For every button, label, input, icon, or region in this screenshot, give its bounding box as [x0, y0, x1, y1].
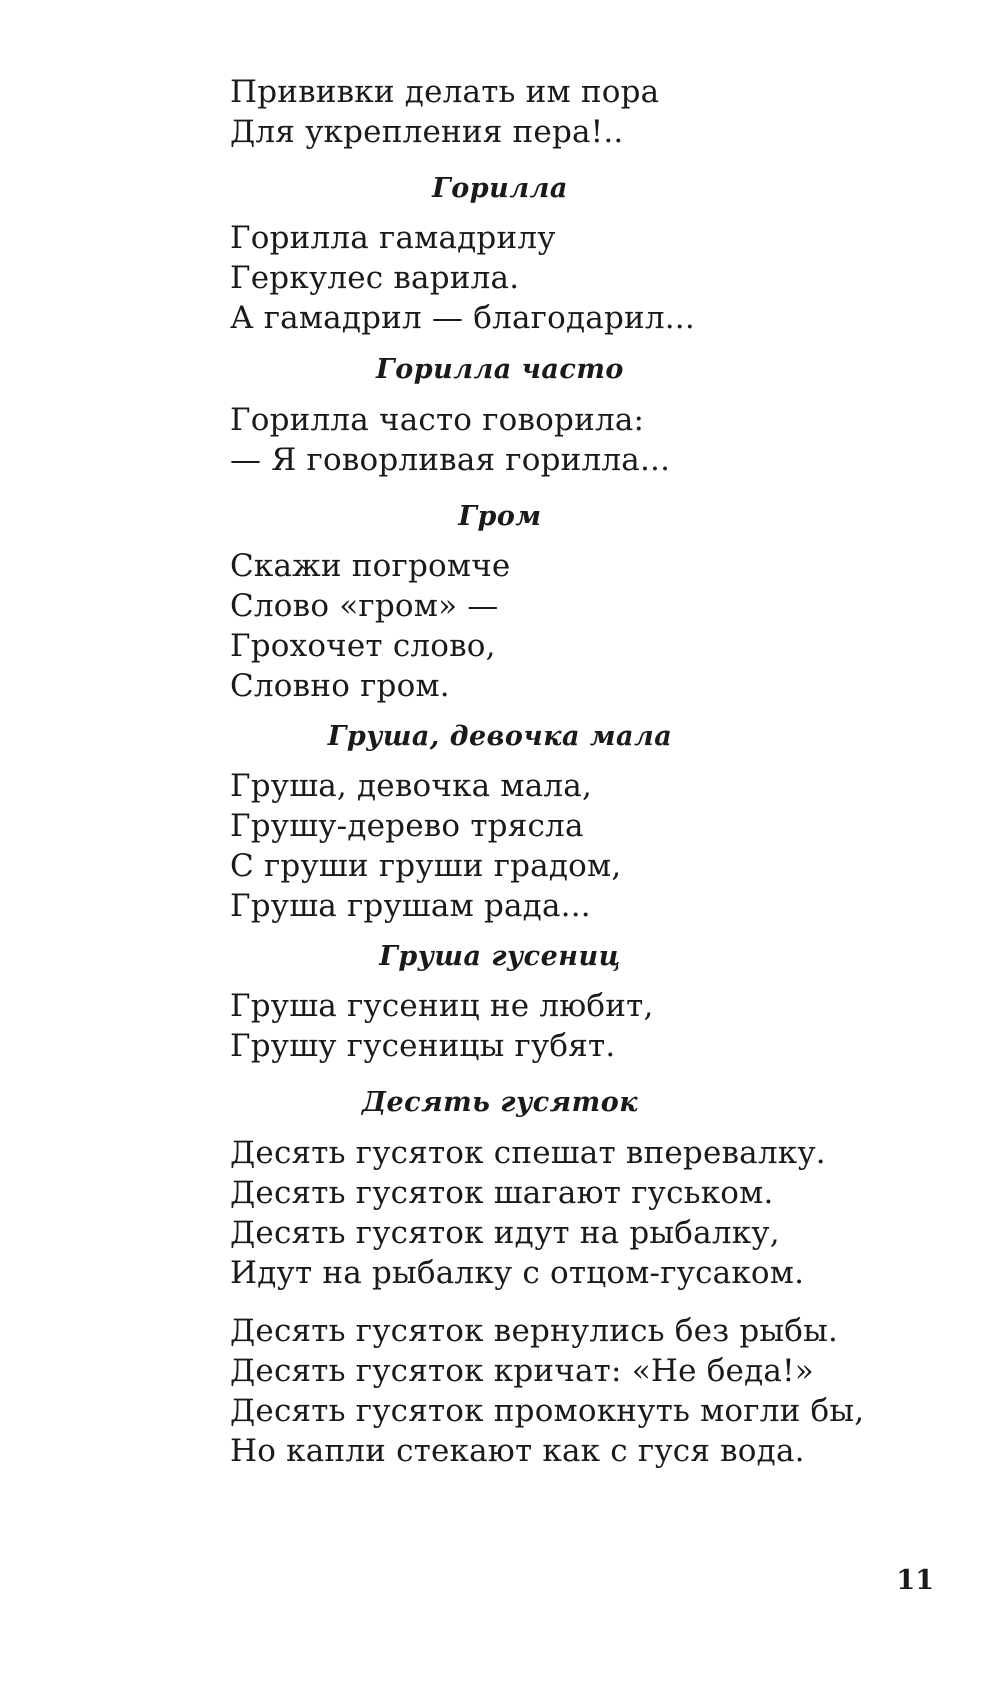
- verse-line: А гамадрил — благодарил...: [230, 300, 695, 336]
- verse-line: Десять гусяток вернулись без рыбы.: [230, 1313, 839, 1349]
- verse-line: Слово «гром» —: [230, 588, 499, 624]
- verse-line: Груша гусениц не любит,: [230, 988, 654, 1024]
- verse-line: — Я говорливая горилла...: [230, 442, 671, 478]
- poem-stanza: [230, 1133, 826, 1293]
- verse-line: Десять гусяток промокнуть могли бы,: [230, 1393, 865, 1429]
- page-number: 11: [896, 1565, 934, 1596]
- poem-stanza: [230, 218, 695, 338]
- poem-stanza: [230, 986, 654, 1066]
- verse-line: Горилла часто говорила:: [230, 402, 645, 438]
- verse-line: Десять гусяток шагают гуськом.: [230, 1175, 774, 1211]
- poem-title: Груша, девочка мала: [327, 721, 673, 752]
- verse-line: Прививки делать им пора: [230, 74, 660, 110]
- poem-title: Десять гусяток: [361, 1087, 638, 1118]
- verse-line: Но капли стекают как с гуся вода.: [230, 1433, 805, 1469]
- verse-line: Горилла гамадрилу: [230, 220, 556, 256]
- verse-line: Словно гром.: [230, 668, 450, 704]
- verse-line: Десять гусяток идут на рыбалку,: [230, 1215, 780, 1251]
- poem-title: Гром: [458, 501, 542, 532]
- poem-stanza: [230, 766, 621, 926]
- verse-line: Идут на рыбалку с отцом-гусаком.: [230, 1255, 805, 1291]
- verse-line: Геркулес варила.: [230, 260, 520, 296]
- verse-line: Десять гусяток спешат вперевалку.: [230, 1135, 826, 1171]
- verse-line: С груши груши градом,: [230, 848, 622, 884]
- poem-title: Груша гусениц: [379, 941, 621, 972]
- poem-stanza: [230, 546, 510, 706]
- verse-line: Грушу гусеницы губят.: [230, 1028, 616, 1064]
- verse-line: Грушу-дерево трясла: [230, 808, 584, 844]
- poem-stanza: [230, 1311, 864, 1471]
- verse-line: Груша грушам рада...: [230, 888, 591, 924]
- poem-stanza: [230, 400, 670, 480]
- verse-line: Скажи погромче: [230, 548, 511, 584]
- poem-title: Горилла: [432, 173, 568, 204]
- poem-title: Горилла часто: [376, 354, 624, 385]
- intro-stanza: [230, 72, 659, 152]
- verse-line: Для укрепления пера!..: [230, 114, 624, 150]
- verse-line: Грохочет слово,: [230, 628, 496, 664]
- verse-line: Груша, девочка мала,: [230, 768, 592, 804]
- verse-line: Десять гусяток кричат: «Не беда!»: [230, 1353, 814, 1389]
